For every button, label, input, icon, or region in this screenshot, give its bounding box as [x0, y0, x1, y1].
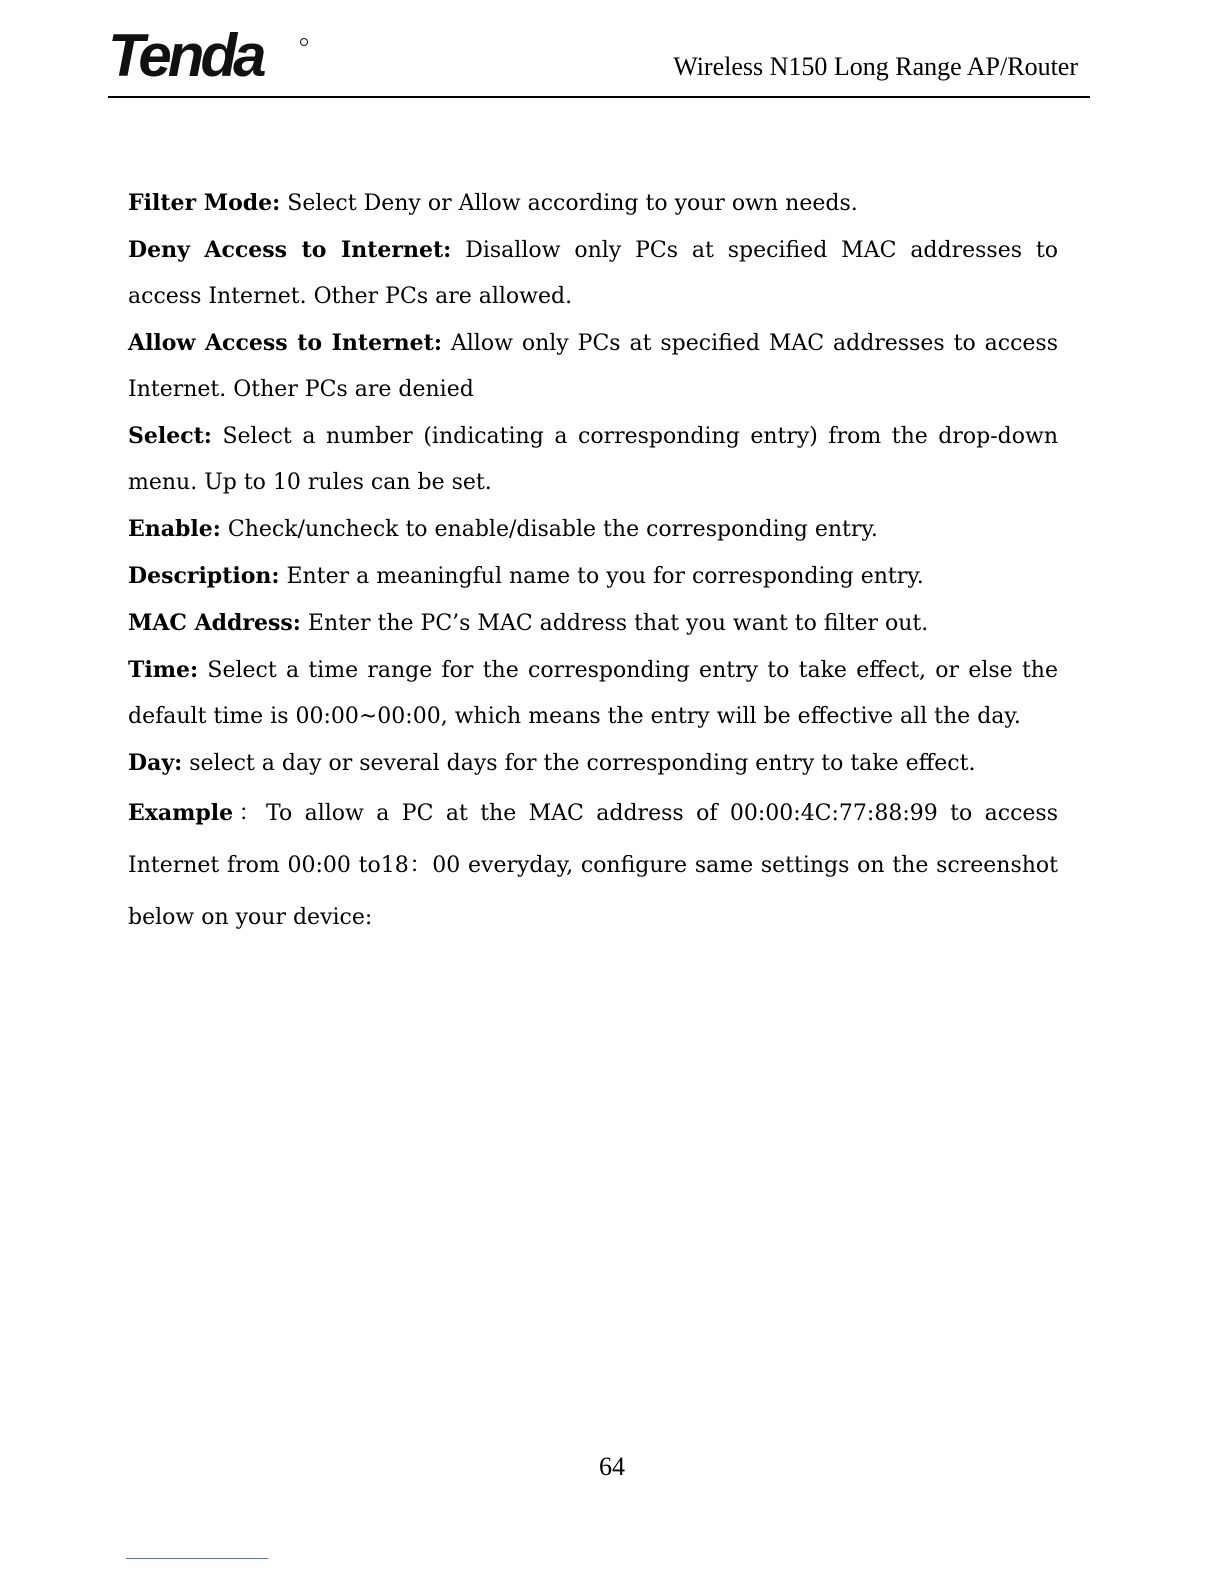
footnote-divider — [126, 1558, 268, 1559]
term-label: Filter Mode: — [128, 190, 281, 216]
term-label: Day: — [128, 750, 183, 776]
paragraph-day — [128, 740, 1058, 787]
paragraph-description — [128, 553, 1058, 600]
document-title: Wireless N150 Long Range AP/Router — [673, 52, 1078, 81]
paragraph-select — [128, 413, 1058, 506]
term-label: Time: — [128, 657, 199, 683]
paragraph-enable — [128, 506, 1058, 553]
term-label: Deny Access to Internet: — [128, 237, 452, 263]
paragraph-deny-access — [128, 227, 1058, 320]
term-label: Allow Access to Internet: — [128, 330, 442, 356]
term-description: select a day or several days for the corresponding entry to take effect. — [182, 751, 976, 776]
term-description: Check/uncheck to enable/disable the corresponding entry. — [220, 517, 878, 542]
term-description: Enter the PC’s MAC address that you want to filter out. — [300, 611, 929, 636]
term-description: Disallow only PCs at specified MAC addresses to access Internet. Other PCs are allowed. — [128, 238, 1058, 309]
paragraph-time — [128, 647, 1058, 740]
paragraph-filter-mode — [128, 180, 1058, 227]
term-description: Allow only PCs at specified MAC addresses to access Internet. Other PCs are denied — [128, 331, 1058, 402]
term-label: Description: — [128, 563, 280, 589]
manual-body — [128, 180, 1058, 944]
page-number: 64 — [599, 1452, 625, 1481]
term-description: Select Deny or Allow according to your own needs. — [280, 191, 858, 216]
term-description: Enter a meaningful name to you for corresponding entry. — [279, 564, 924, 589]
page-header — [108, 28, 1090, 98]
term-label: Enable: — [128, 516, 221, 542]
term-description: Select a number (indicating a corresponding entry) from the drop-down menu. Up to 10 rules can be set. — [128, 424, 1058, 495]
paragraph-mac-address — [128, 600, 1058, 647]
svg-text:Tenda: Tenda — [108, 28, 263, 84]
paragraph-example — [128, 787, 1058, 944]
term-description: Select a time range for the corresponding entry to take effect, or else the default time is 00:00~00:00, which means the entry will be effective all the day. — [128, 658, 1058, 729]
term-label: MAC Address: — [128, 610, 301, 636]
paragraph-allow-access — [128, 320, 1058, 413]
term-label: Select: — [128, 423, 212, 449]
term-label: Example — [128, 800, 234, 826]
tenda-logo — [108, 28, 318, 84]
term-description: ：To allow a PC at the MAC address of 00:00:4C:77:88:99 to access Internet from 00:00 to18：00 everyday, configure same settings on the screenshot below on your device: — [128, 801, 1058, 930]
